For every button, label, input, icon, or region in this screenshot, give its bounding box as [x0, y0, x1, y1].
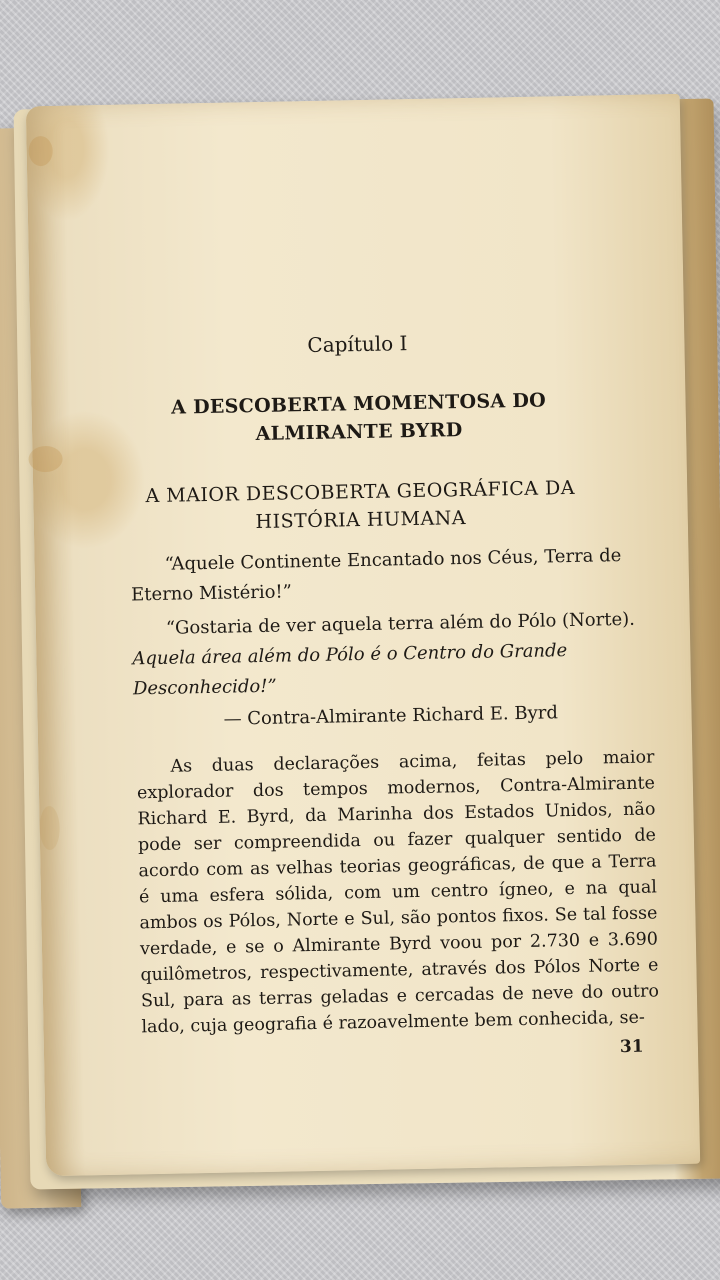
chapter-title-line: ALMIRANTE BYRD	[255, 419, 463, 446]
chapter-title	[31, 384, 686, 453]
epigraph-attribution: — Contra-Almirante Richard E. Byrd	[223, 702, 559, 730]
page-number: 31	[619, 1036, 644, 1058]
epigraph-quote	[132, 605, 646, 705]
body-paragraph: As duas declarações acima, feitas pelo maior explorador dos tempos modernos, Contra-Almirante Richard E. Byrd, da Marinha dos Estados Unidos, não pode ser compreendida ou fazer qualquer sentido de acordo com as velhas teorias geográficas, de que a Terra é uma esfera sólida, com um centro ígneo, e na qual ambos os Pólos, Norte e Sul, são pontos fixos. Se tal fosse verdade, e se o Almirante Byrd voou por 2.730 e 3.690 quilômetros, respectivamente, através dos Pólos Norte e Sul, para as terras geladas e cercadas de neve do outro lado, cuja geografia é razoavelmente bem conhecida, se-	[136, 747, 660, 1038]
epigraph-quote: “Aquele Continente Encantado nos Céus, Terra de Eterno Mistério!”	[130, 545, 622, 606]
epigraph	[130, 541, 645, 737]
epigraph-quote-italic: Aquela área além do Pólo é o Centro do Grande Desconhecido!”	[132, 640, 568, 700]
section-subtitle-line: A MAIOR DESCOBERTA GEOGRÁFICA DA	[145, 476, 576, 508]
section-subtitle	[33, 472, 688, 541]
page-text-block	[26, 94, 700, 1176]
chapter-title-line: A DESCOBERTA MOMENTOSA DO	[170, 389, 547, 419]
book-page	[26, 94, 700, 1176]
chapter-label: Capítulo I	[307, 331, 408, 358]
epigraph-quote-text: “Gostaria de ver aquela terra além do Pólo (Norte).	[165, 608, 636, 639]
section-subtitle-line: HISTÓRIA HUMANA	[255, 507, 467, 534]
